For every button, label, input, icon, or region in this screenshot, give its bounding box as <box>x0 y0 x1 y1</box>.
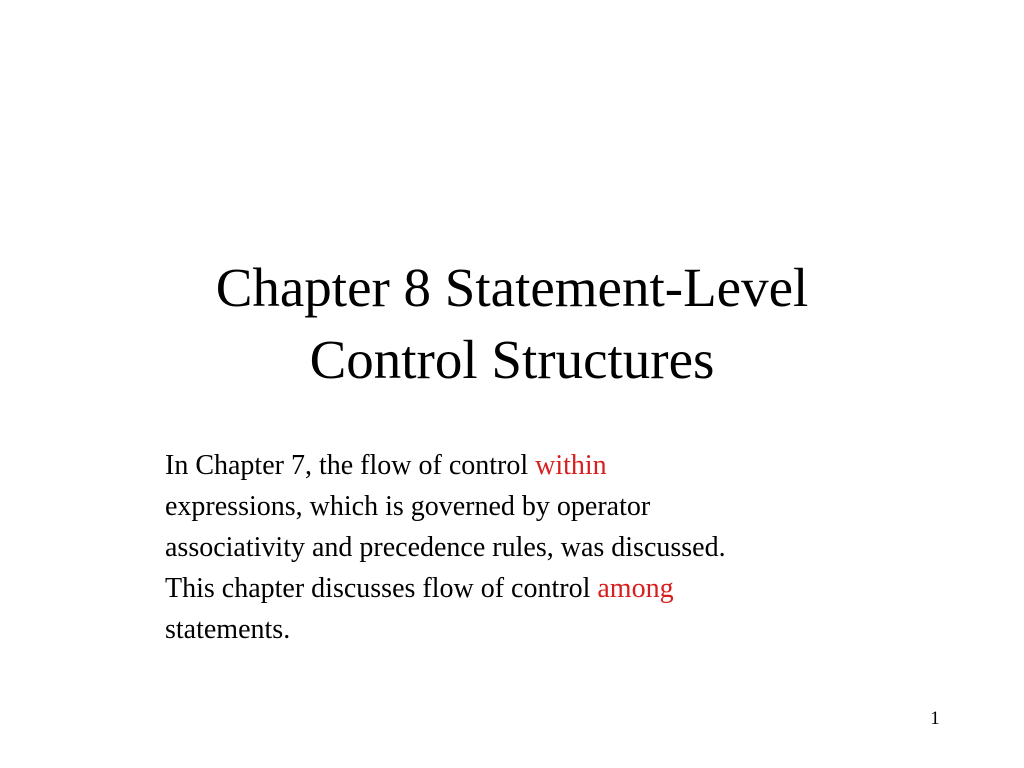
body-line-5: statements. <box>165 614 291 645</box>
body-line-1-text: In Chapter 7, the flow of control <box>165 450 536 481</box>
highlight-among: among <box>597 573 674 604</box>
highlight-within: within <box>535 450 607 481</box>
body-line-3: associativity and precedence rules, was discussed. <box>165 532 726 563</box>
body-line-2: expressions, which is governed by operator <box>165 491 651 522</box>
slide-title-line-2: Control Structures <box>309 329 715 390</box>
body-line-1 <box>165 445 885 486</box>
body-line-4 <box>165 568 885 609</box>
page-number: 1 <box>930 708 940 729</box>
slide-title-line-1: Chapter 8 Statement-Level <box>215 257 809 318</box>
slide-title <box>0 252 1024 396</box>
slide-body-text <box>165 445 885 650</box>
body-line-4-text: This chapter discusses flow of control <box>165 573 598 604</box>
